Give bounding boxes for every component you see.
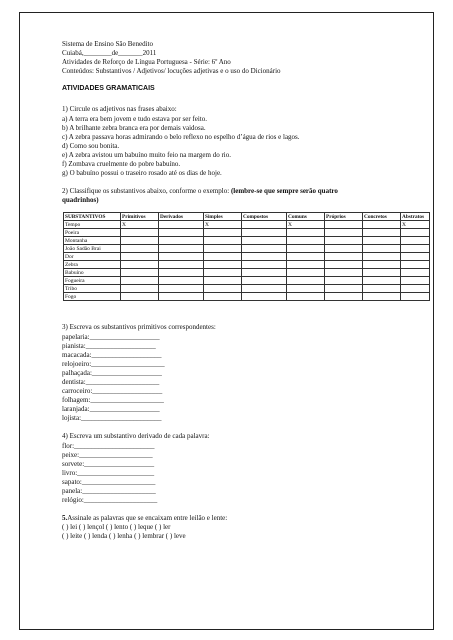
cell[interactable]	[287, 245, 325, 253]
school-name: Sistema de Ensino São Benedito	[62, 40, 153, 48]
cell[interactable]	[363, 229, 401, 237]
q3-item[interactable]: laranjada:____________________	[62, 405, 160, 413]
cell[interactable]: X	[401, 221, 430, 229]
cell[interactable]	[325, 293, 363, 301]
table-row	[64, 261, 430, 269]
cell[interactable]	[242, 277, 287, 285]
cell[interactable]	[159, 285, 204, 293]
cell[interactable]	[121, 245, 159, 253]
cell[interactable]	[363, 285, 401, 293]
cell[interactable]	[363, 245, 401, 253]
cell[interactable]	[363, 293, 401, 301]
col-header: Próprios	[325, 213, 363, 221]
table-row	[64, 229, 430, 237]
cell[interactable]	[121, 253, 159, 261]
q2-prompt-text: 2) Classifique os substantivos abaixo, conforme o exemplo:	[62, 187, 231, 195]
cell[interactable]	[121, 285, 159, 293]
cell[interactable]	[325, 277, 363, 285]
cell[interactable]	[242, 221, 287, 229]
q4-item[interactable]: peixe:_____________________	[62, 451, 153, 459]
table-row	[64, 293, 430, 301]
cell[interactable]	[242, 285, 287, 293]
q1-item: d) Como sou bonita.	[62, 142, 120, 150]
cell[interactable]	[159, 261, 204, 269]
cell[interactable]	[159, 221, 204, 229]
cell[interactable]	[242, 253, 287, 261]
q5-options-line-2[interactable]: ( ) leite ( ) lenda ( ) lenha ( ) lembrar ( ) leve	[62, 532, 186, 540]
cell[interactable]	[121, 229, 159, 237]
cell[interactable]	[401, 245, 430, 253]
col-header: SUBSTANTIVOS	[64, 213, 121, 221]
cell[interactable]	[287, 237, 325, 245]
cell[interactable]	[287, 261, 325, 269]
cell[interactable]	[325, 285, 363, 293]
col-header: Simples	[204, 213, 242, 221]
cell[interactable]	[325, 261, 363, 269]
table-row	[64, 253, 430, 261]
cell[interactable]	[159, 245, 204, 253]
cell[interactable]	[401, 269, 430, 277]
q3-item[interactable]: macacada:____________________	[62, 351, 162, 359]
cell: João Sadão Brai	[64, 245, 121, 253]
table-row	[64, 221, 430, 229]
contents-line: Conteúdos: Substantivos / Adjetivos/ locuções adjetivas e o uso do Dicionário	[62, 67, 281, 75]
cell: Fogo	[64, 293, 121, 301]
q4-item[interactable]: livro:______________________	[62, 469, 155, 477]
col-header: Comuns	[287, 213, 325, 221]
cell[interactable]	[401, 285, 430, 293]
table-row	[64, 269, 430, 277]
cell[interactable]	[363, 269, 401, 277]
cell[interactable]	[287, 293, 325, 301]
cell[interactable]	[121, 261, 159, 269]
cell[interactable]	[204, 269, 242, 277]
cell[interactable]	[401, 253, 430, 261]
q5-prompt	[62, 514, 227, 522]
cell[interactable]	[121, 293, 159, 301]
q1-item: c) A zebra passava horas admirando o belo reflexo no espelho d’água de rios e lagos.	[62, 133, 300, 141]
cell[interactable]	[401, 229, 430, 237]
cell[interactable]	[363, 261, 401, 269]
cell[interactable]	[242, 293, 287, 301]
table-header-row	[64, 213, 430, 221]
cell[interactable]	[401, 261, 430, 269]
cell[interactable]	[159, 277, 204, 285]
cell[interactable]	[242, 237, 287, 245]
q3-item[interactable]: lojista:_______________________	[62, 414, 162, 422]
cell[interactable]	[242, 261, 287, 269]
cell[interactable]	[287, 269, 325, 277]
q3-item[interactable]: pianista:____________________	[62, 342, 156, 350]
cell[interactable]	[204, 245, 242, 253]
col-header: Primitivos	[121, 213, 159, 221]
col-header: Concretos	[363, 213, 401, 221]
q5-prompt-num: 5.	[62, 514, 68, 522]
cell[interactable]	[242, 245, 287, 253]
q2-prompt-bold: (lembre-se que sempre serão quatro	[230, 187, 338, 195]
cell[interactable]	[204, 261, 242, 269]
cell: Tribo	[64, 285, 121, 293]
q1-prompt: 1) Circule os adjetivos nas frases abaixo:	[62, 105, 177, 113]
cell[interactable]	[325, 229, 363, 237]
cell[interactable]	[121, 277, 159, 285]
cell[interactable]	[287, 285, 325, 293]
q4-item[interactable]: panela:_____________________	[62, 487, 156, 495]
cell[interactable]	[159, 229, 204, 237]
q3-item[interactable]: carroceiro:____________________	[62, 387, 163, 395]
q1-item: b) A brilhante zebra branca era por demais vaidosa.	[62, 124, 206, 132]
cell[interactable]	[121, 237, 159, 245]
q4-item[interactable]: relógio:_____________________	[62, 496, 158, 504]
cell[interactable]	[363, 277, 401, 285]
cell[interactable]	[401, 277, 430, 285]
cell[interactable]	[159, 293, 204, 301]
cell[interactable]: X	[204, 221, 242, 229]
cell[interactable]	[159, 269, 204, 277]
cell: Dor	[64, 253, 121, 261]
cell[interactable]	[363, 237, 401, 245]
cell: Montanha	[64, 237, 121, 245]
q4-item[interactable]: flor:_______________________	[62, 442, 155, 450]
q5-options-line-1[interactable]: ( ) lei ( ) lençol ( ) lento ( ) leque ( ) ler	[62, 523, 171, 531]
col-header: Derivados	[159, 213, 204, 221]
q3-item[interactable]: palhaçada:____________________	[62, 369, 162, 377]
q3-item[interactable]: dentista:_____________________	[62, 378, 160, 386]
table-row	[64, 285, 430, 293]
cell[interactable]	[401, 237, 430, 245]
page-title: ATIVIDADES GRAMATICAIS	[62, 85, 155, 92]
cell[interactable]	[204, 253, 242, 261]
q1-item: f) Zombava cruelmente do pobre babuíno.	[62, 160, 181, 168]
cell[interactable]	[401, 293, 430, 301]
q2-prompt-bold-2: quadrinhos)	[62, 196, 99, 204]
cell[interactable]	[204, 229, 242, 237]
city-date: Cuiabá,________de_______2011	[62, 49, 157, 57]
q1-item: e) A zebra avistou um babuíno muito feio na margem do rio.	[62, 151, 231, 159]
q1-item: a) A terra era bem jovem e tudo estava por ser feito.	[62, 115, 207, 123]
cell[interactable]	[204, 277, 242, 285]
q4-prompt: 4) Escreva um substantivo derivado de cada palavra:	[62, 432, 210, 440]
q5-prompt-text: Assinale as palavras que se encaixam entre leilão e lente:	[67, 514, 228, 522]
cell[interactable]	[325, 221, 363, 229]
substantives-table	[63, 212, 430, 301]
cell[interactable]	[363, 221, 401, 229]
q4-item[interactable]: sorvete:____________________	[62, 460, 155, 468]
q1-item: g) O babuíno possui o traseiro rosado até os dias de hoje.	[62, 169, 222, 177]
cell[interactable]	[287, 277, 325, 285]
cell[interactable]	[159, 253, 204, 261]
cell[interactable]	[287, 253, 325, 261]
cell[interactable]	[204, 285, 242, 293]
table-row	[64, 237, 430, 245]
table-row	[64, 277, 430, 285]
cell: Poeira	[64, 229, 121, 237]
cell: Zebra	[64, 261, 121, 269]
cell[interactable]	[204, 237, 242, 245]
cell[interactable]	[159, 237, 204, 245]
col-header: Compostos	[242, 213, 287, 221]
cell[interactable]	[242, 269, 287, 277]
q3-prompt: 3) Escreva os substantivos primitivos correspondentes:	[62, 323, 216, 331]
cell[interactable]	[325, 237, 363, 245]
q2-prompt	[62, 187, 338, 195]
cell[interactable]	[287, 229, 325, 237]
cell[interactable]	[325, 245, 363, 253]
cell[interactable]: X	[121, 221, 159, 229]
q3-item[interactable]: relojoeiro:_____________________	[62, 360, 165, 368]
cell[interactable]	[325, 253, 363, 261]
q4-item[interactable]: sapato:_____________________	[62, 478, 156, 486]
cell[interactable]	[325, 269, 363, 277]
cell: Babuíno	[64, 269, 121, 277]
cell[interactable]	[121, 269, 159, 277]
q3-item[interactable]: papelaria:____________________	[62, 333, 160, 341]
cell[interactable]: X	[287, 221, 325, 229]
activities-line: Atividades de Reforço de Língua Portuguesa - Série: 6º Ano	[62, 58, 231, 66]
cell: Tempo	[64, 221, 121, 229]
col-header: Abstratos	[401, 213, 430, 221]
q3-item[interactable]: folhagem:_____________________	[62, 396, 164, 404]
cell[interactable]	[204, 293, 242, 301]
table-row	[64, 245, 430, 253]
cell[interactable]	[363, 253, 401, 261]
cell[interactable]	[242, 229, 287, 237]
cell: Fogueira	[64, 277, 121, 285]
